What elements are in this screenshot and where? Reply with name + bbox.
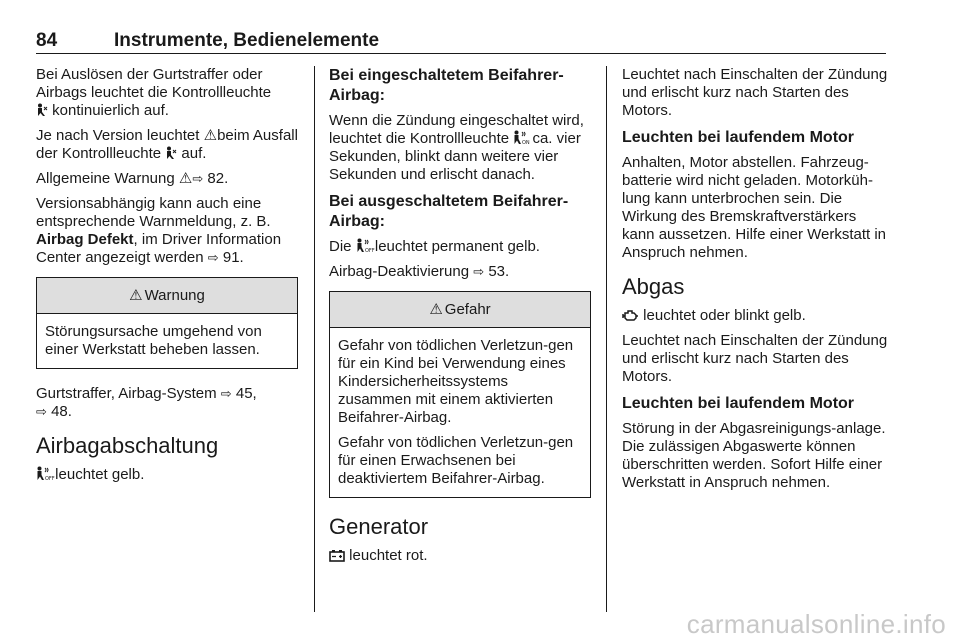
warning-triangle-icon: ⚠ (203, 127, 218, 144)
danger-triangle-icon: ⚠ (429, 300, 443, 318)
column-2 (329, 66, 591, 572)
watermark: carmanualsonline.info (686, 609, 946, 639)
page-ref-arrow-icon: ⇨ (36, 404, 47, 419)
paragraph: Bei Auslösen der Gurtstraffer oder Airbags leuchtet die Kontrollleuchte kontinuierlich auf. (36, 66, 272, 119)
svg-text:OFF: OFF (45, 476, 55, 482)
paragraph: Wenn die Zündung eingeschaltet wird, leuchtet die Kontrollleuchte ON ca. vier Sekunden, blinkt dann weitere vier Sekunden und erlischt danach. (329, 112, 584, 183)
column-divider (606, 66, 607, 612)
page-number: 84 (36, 30, 58, 51)
warning-triangle-icon: ⚠ (129, 286, 143, 304)
sub-heading: Leuchten bei laufendem Motor (622, 129, 855, 146)
airbag-off-icon (356, 238, 375, 254)
sub-heading: Leuchten bei laufendem Motor (622, 395, 855, 412)
section-heading: Abgas (622, 274, 685, 299)
paragraph: Gurtstraffer, Airbag-System ⇨ 45, ⇨ 48. (36, 385, 257, 420)
paragraph: Versionsabhängig kann auch eine entsprechende Warnmeldung, z. B. Airbag Defekt, im Driver Information Center angezeigt werden ⇨ 91. (36, 195, 282, 266)
paragraph: OFF leuchtet gelb. (36, 466, 298, 484)
engine-icon (622, 309, 639, 322)
page-title: Instrumente, Bedienelemente (114, 30, 380, 51)
sub-heading: Bei ausgeschaltetem Beifahrer-Airbag: (329, 193, 569, 230)
warning-box-header: ⚠ Warnung (37, 278, 297, 314)
page-header (36, 30, 886, 54)
paragraph: Leuchtet nach Einschalten der Zündung und erlischt kurz nach Starten des Motors. (622, 66, 888, 119)
paragraph: Leuchtet nach Einschalten der Zündung und erlischt kurz nach Starten des Motors. (622, 332, 888, 385)
danger-box-body: Gefahr von tödlichen Verletzun-gen für ein Kind bei Verwendung eines Kindersicherheitssystems zusammen mit einem aktivierten Beifahrer-Airbag. Gefahr von tödlichen Verletzun-gen für einen Erwachsenen bei deaktiviertem Beifahrer-Airbag. (338, 337, 574, 487)
seatbelt-airbag-icon (36, 103, 48, 117)
page-ref-arrow-icon: ⇨ (192, 171, 204, 186)
sub-heading: Bei eingeschaltetem Beifahrer-Airbag: (329, 67, 564, 104)
paragraph: Allgemeine Warnung ⚠⇨ 82. (36, 170, 229, 187)
column-1 (36, 66, 298, 491)
section-heading: Generator (329, 514, 429, 539)
paragraph: Anhalten, Motor abstellen. Fahrzeug-batterie wird nicht geladen. Motorküh-lung kann unterbrochen sein. Die Wirkung des Bremskraftverstärkers kann aussetzen. Hilfe einer Werkstatt in Anspruch nehmen. (622, 154, 887, 261)
section-heading: Airbagabschaltung (36, 433, 219, 458)
warning-triangle-icon: ⚠ (178, 170, 193, 187)
airbag-on-icon (513, 130, 528, 145)
page-ref-arrow-icon: ⇨ (220, 386, 232, 401)
paragraph: Störung in der Abgasreinigungs-anlage. Die zulässigen Abgaswerte können überschritten werden. Sofort Hilfe einer Werkstatt in Anspruch nehmen. (622, 420, 886, 491)
danger-box (329, 291, 591, 498)
page-ref-arrow-icon: ⇨ (207, 250, 219, 265)
paragraph: leuchtet oder blinkt gelb. (622, 307, 890, 325)
battery-icon (329, 549, 345, 562)
warning-box (36, 277, 298, 369)
column-divider (314, 66, 315, 612)
airbag-off-icon (36, 466, 55, 482)
column-3 (622, 66, 890, 499)
seatbelt-airbag-icon (165, 146, 177, 160)
paragraph: Airbag-Deaktivierung ⇨ 53. (329, 263, 510, 280)
warning-box-body: Störungsursache umgehend von einer Werkstatt beheben lassen. (45, 323, 262, 358)
svg-text:OFF: OFF (364, 248, 375, 254)
paragraph: Die OFF leuchtet permanent gelb. (329, 238, 540, 255)
svg-text:ON: ON (522, 140, 530, 146)
danger-box-header: ⚠ Gefahr (330, 292, 590, 328)
page-ref-arrow-icon: ⇨ (473, 264, 485, 279)
paragraph: Je nach Version leuchtet ⚠beim Ausfall der Kontrollleuchte auf. (36, 127, 298, 162)
paragraph: leuchtet rot. (329, 547, 591, 565)
